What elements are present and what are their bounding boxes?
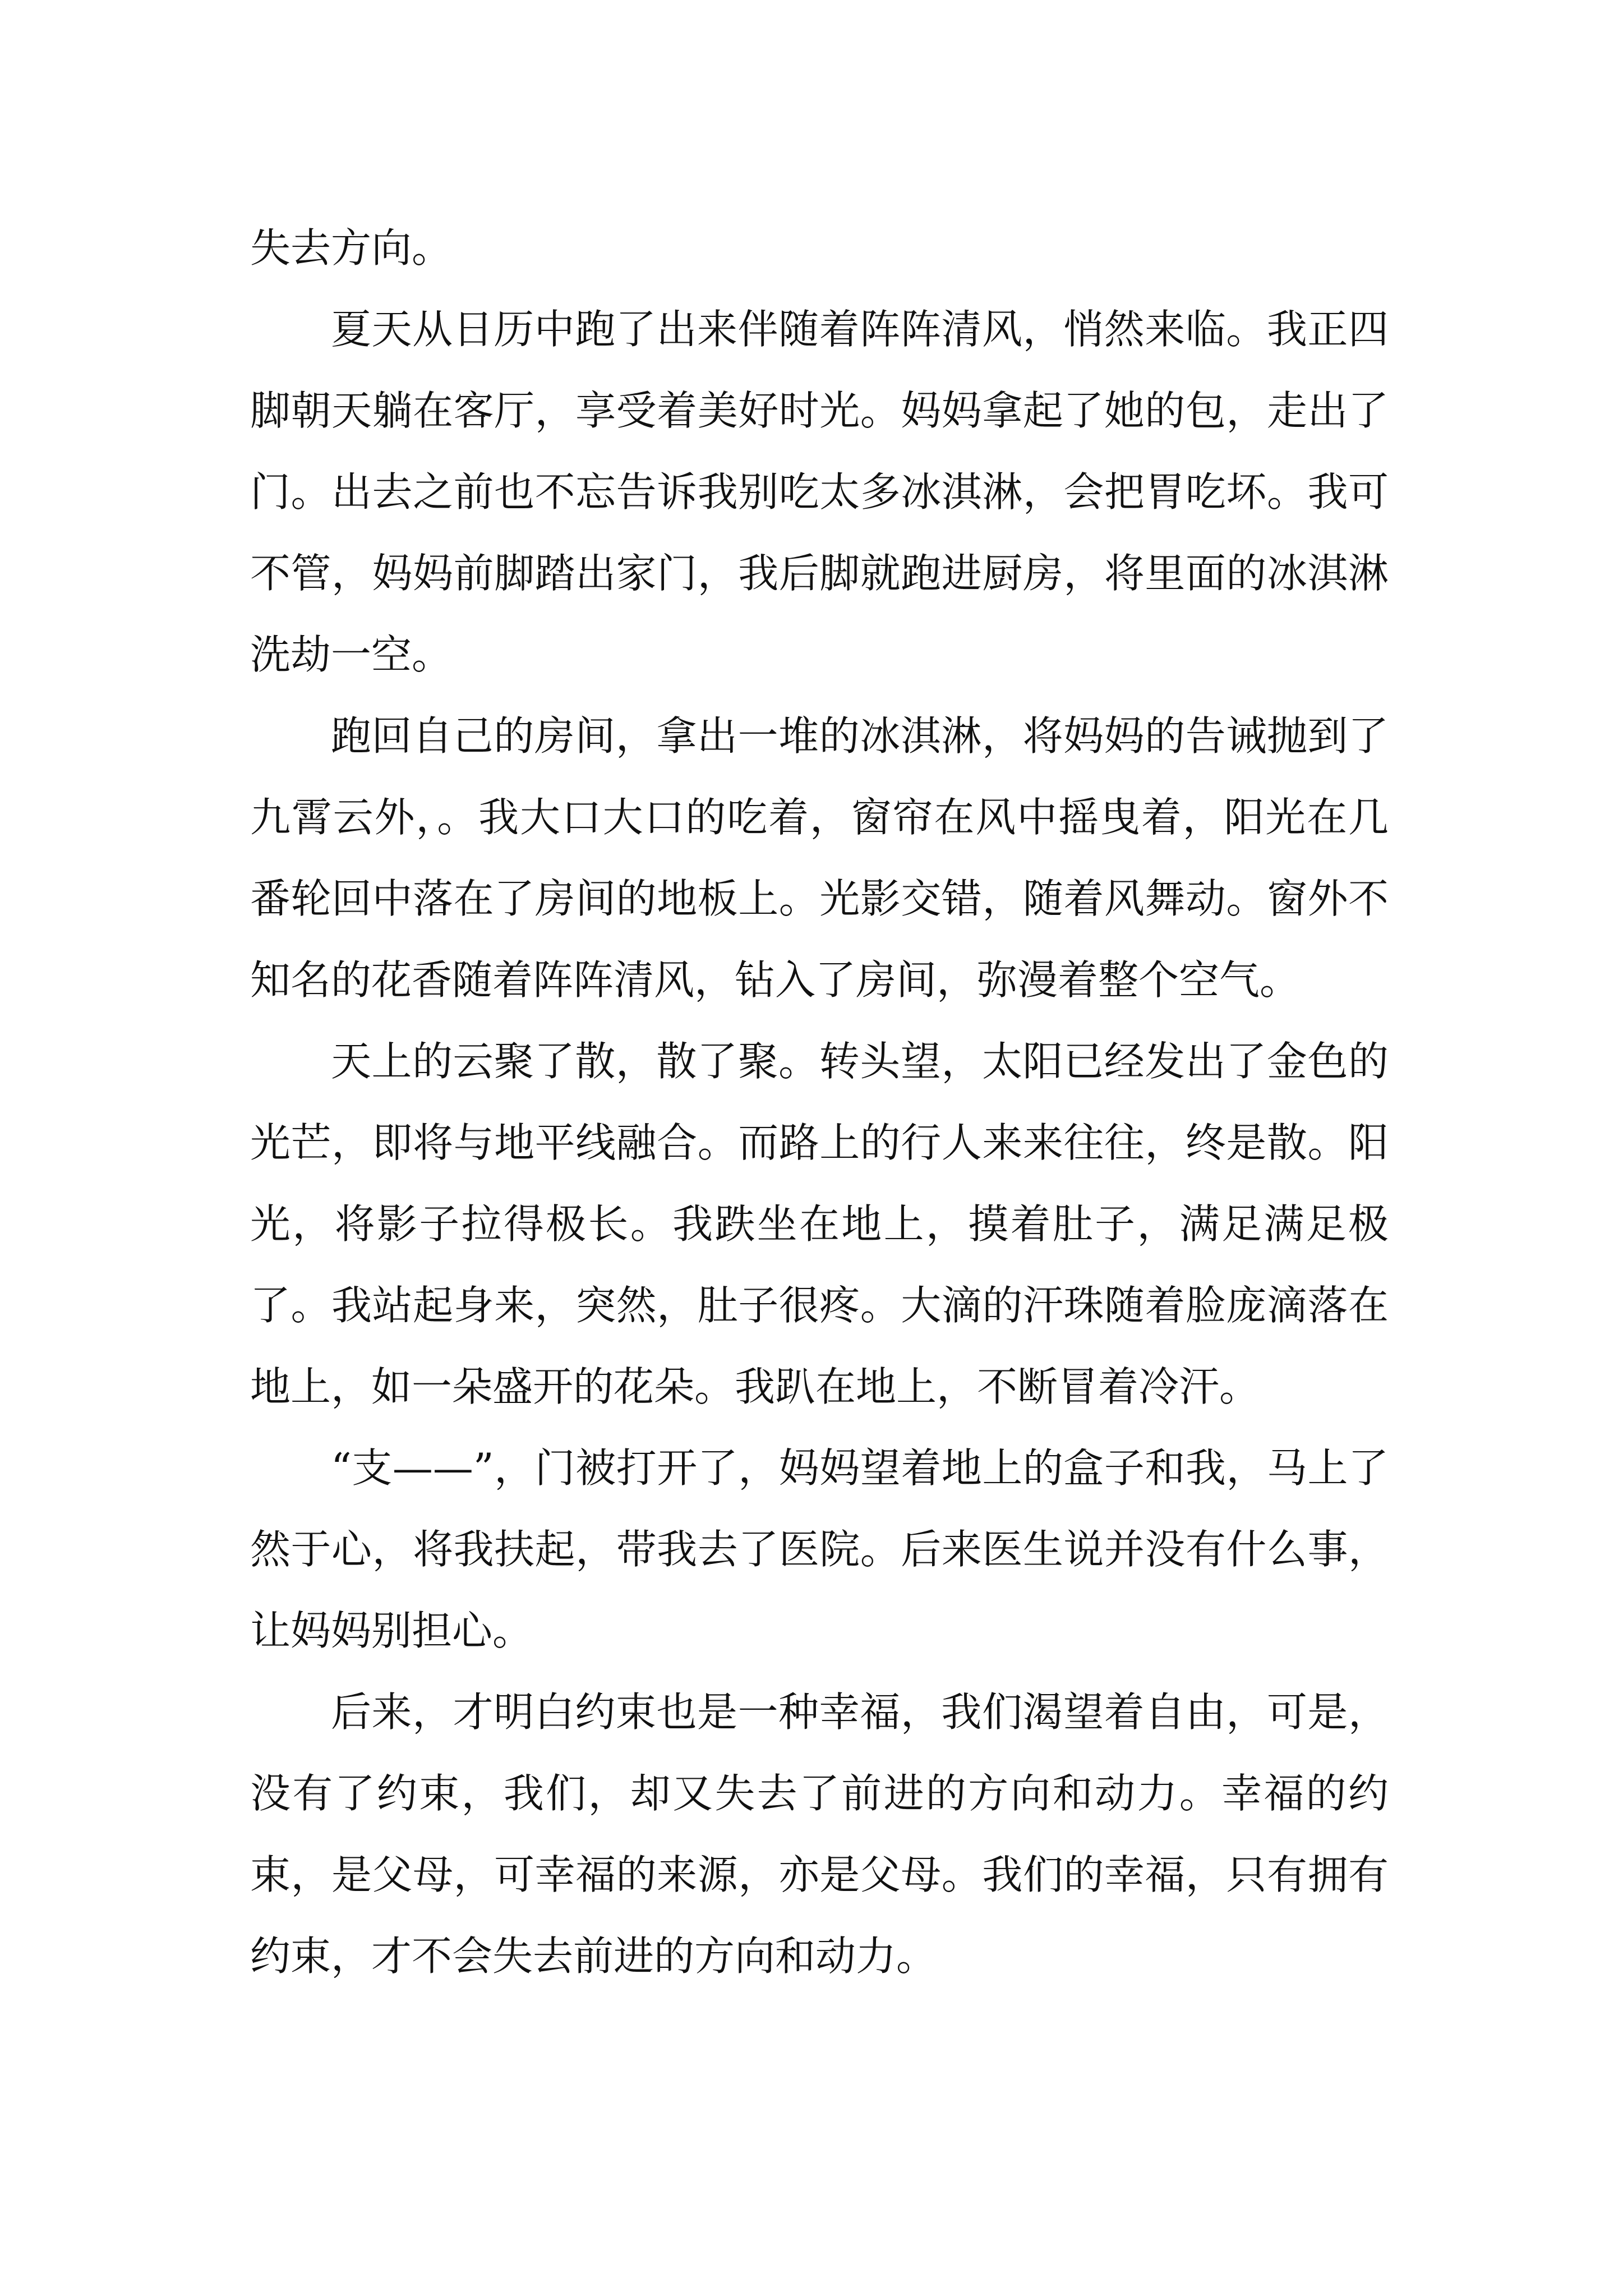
paragraph-sunset: 天上的云聚了散，散了聚。转头望，太阳已经发出了金色的光芒，即将与地平线融合。而路上的行人来来往往，终是散。阳光，将影子拉得极长。我跌坐在地上，摸着肚子，满足满足极了。我站起身来，突然，肚子很疼。大滴的汗珠随着脸庞滴落在地上，如一朵盛开的花朵。我趴在地上，不断冒着冷汗。: [250, 1038, 1389, 1410]
paragraph-continuation: 失去方向。: [250, 224, 453, 272]
paragraph-room: 跑回自己的房间，拿出一堆的冰淇淋，将妈妈的告诫抛到了九霄云外，。我大口大口的吃着，窗帘在风中摇曳着，阳光在几番轮回中落在了房间的地板上。光影交错，随着风舞动。窗外不知名的花香随着阵阵清风，钻入了房间，弥漫着整个空气。: [250, 712, 1389, 1004]
paragraph-door: “支——”，门被打开了，妈妈望着地上的盒子和我，马上了然于心，将我扶起，带我去了医院。后来医生说并没有什么事，让妈妈别担心。: [250, 1444, 1389, 1654]
paragraph-summer: 夏天从日历中跑了出来伴随着阵阵清风，悄然来临。我正四脚朝天躺在客厅，享受着美好时光。妈妈拿起了她的包，走出了门。出去之前也不忘告诉我别吃太多冰淇淋，会把胃吃坏。我可不管，妈妈前脚踏出家门，我后脚就跑进厨房，将里面的冰淇淋洗劫一空。: [250, 306, 1389, 678]
paragraph-conclusion: 后来，才明白约束也是一种幸福，我们渴望着自由，可是，没有了约束，我们，却又失去了前进的方向和动力。幸福的约束，是父母，可幸福的来源，亦是父母。我们的幸福，只有拥有约束，才不会失去前进的方向和动力。: [250, 1688, 1389, 1980]
document-body: [250, 208, 1389, 1997]
